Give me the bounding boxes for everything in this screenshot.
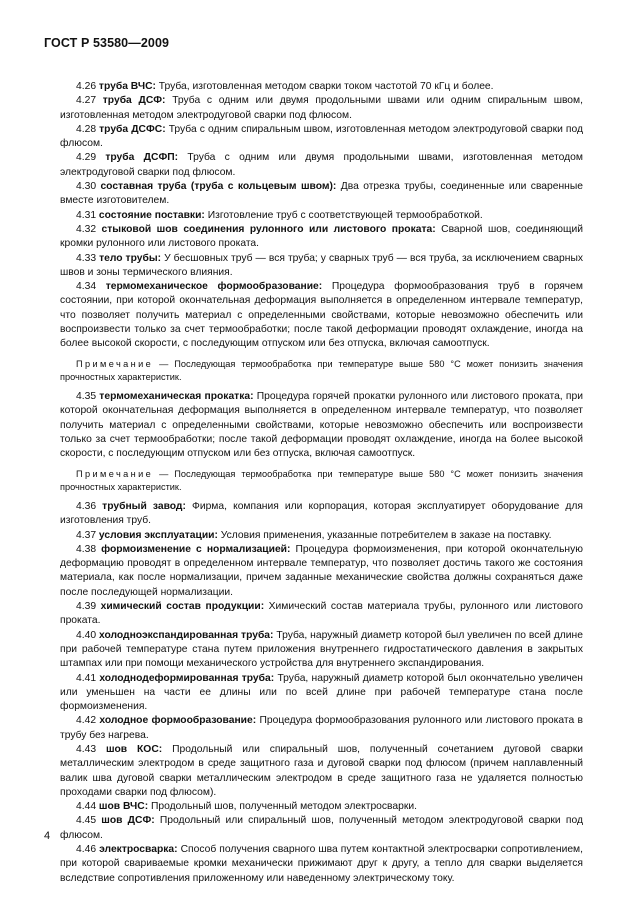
entry-term: составная труба (труба с кольцевым швом): [100, 181, 337, 193]
note-4-35 [60, 468, 583, 494]
entry-term: стыковой шов соединения рулонного или листового проката: [101, 223, 436, 235]
entry-text: Два отрезка трубы, соединенные или сваренные вместе изготовителем. [60, 181, 583, 207]
entry-text: Труба, наружный диаметр которой был увеличен по всей длине при рабочей температуре стана путем приложения внутреннего гидростатического давления в закрытых штампах или при помощи механического устройства для внутреннего экспандирования. [60, 629, 583, 670]
entry-number: 4.27 [76, 95, 97, 107]
entry-text: У бесшовных труб — вся труба; у сварных труб — вся труба, за исключением сварных швов и зоны термического влияния. [60, 252, 583, 278]
definition-entry-4-40 [60, 629, 583, 672]
entry-text: Процедура формообразования рулонного или листового проката в трубу без нагрева. [60, 715, 583, 741]
entry-number: 4.31 [76, 209, 97, 221]
entry-number: 4.45 [76, 815, 97, 827]
entry-number: 4.28 [76, 123, 97, 135]
page-number: 4 [44, 830, 51, 842]
entry-number: 4.38 [76, 543, 97, 555]
entry-number: 4.26 [76, 81, 97, 92]
entry-number: 4.32 [76, 223, 97, 235]
entry-term: состояние поставки: [98, 209, 205, 221]
entry-number: 4.42 [76, 715, 97, 727]
entry-number: 4.39 [76, 601, 97, 613]
definition-entry-4-28 [60, 123, 583, 152]
definition-entry-4-43 [60, 743, 583, 800]
note-4-34 [60, 358, 583, 384]
entry-number: 4.29 [76, 152, 97, 164]
entry-term: холоднодеформированная труба: [99, 672, 275, 684]
entry-term: электросварка: [99, 844, 178, 856]
definition-entry-4-35 [60, 390, 583, 461]
entry-text: Труба с одним или двумя продольными швами или одним спиральным швом, изготовленная методом электродуговой сварки под флюсом. [60, 95, 583, 121]
entry-number: 4.40 [76, 629, 97, 641]
entry-text: Труба, наружный диаметр которой был окончательно увеличен или уменьшен на части ее длины или по всей длине при рабочей температуре стана после формоизменения. [60, 672, 583, 713]
definition-entry-4-32 [60, 223, 583, 252]
document-header [44, 36, 169, 50]
standard-code: ГОСТ Р 53580—2009 [44, 36, 170, 50]
definition-entry-4-30 [60, 180, 583, 209]
entry-number: 4.44 [76, 801, 97, 813]
entry-term: формоизменение с нормализацией: [101, 543, 291, 555]
entry-text: Продольный или спиральный шов, полученный методом электродуговой сварки под флюсом. [60, 815, 583, 841]
definition-entry-4-41 [60, 672, 583, 715]
note-text: — Последующая термообработка при температуре выше 580 °С может понизить значения прочностных характеристик. [60, 468, 583, 492]
entry-term: термомеханическое формообразование: [105, 281, 323, 293]
entry-term: шов КОС: [105, 743, 163, 755]
entry-text: Труба с одним или двумя продольными швами, изготовленная методом электродуговой сварки под флюсом. [60, 152, 583, 178]
definition-entry-4-26 [60, 80, 583, 94]
note-label: Примечание [76, 468, 154, 479]
entry-number: 4.46 [76, 844, 97, 856]
definition-entry-4-29 [60, 151, 583, 180]
entry-term: химический состав продукции: [100, 601, 265, 613]
entry-text: Процедура формообразования труб в горячем состоянии, при которой окончательная деформация выполняется в определенном интервале температур, что позволяет получить материал с определенными свойствами, которые невозможно обеспечить или воспроизвести только за счет термообработки; после такой деформации проводят охлаждение, иногда на более высокой скорости, с последующим отпуском или без отпуска, включая самоотпуск. [60, 281, 583, 350]
entry-term: труба ВЧС: [98, 81, 156, 92]
entry-term: условия эксплуатации: [98, 529, 218, 541]
entry-text: Продольный шов, полученный методом электросварки. [148, 801, 417, 813]
entry-text: Изготовление труб с соответствующей термообработкой. [204, 209, 483, 221]
definition-entry-4-42 [60, 714, 583, 743]
entry-number: 4.34 [76, 281, 97, 293]
definition-entry-4-44 [60, 800, 583, 814]
entry-text: Химический состав материала трубы, рулонного или листового проката. [60, 601, 583, 627]
definition-entry-4-34 [60, 280, 583, 351]
definition-entry-4-37 [60, 529, 583, 543]
entry-text: Фирма, компания или корпорация, которая эксплуатирует оборудование для изготовления труб. [60, 500, 583, 527]
entry-text: Процедура горячей прокатки рулонного или листового проката, при которой окончательная деформация выполняется в определенном интервале температур, что позволяет получить материал с определенными свойствами, которые невозможно обеспечить или воспроизвести только за счет термообработки; после такой деформации проводят охлаждение, иногда на более высокой скорости, с последующим отпуском или без отпуска, включая самоотпуск. [60, 391, 583, 460]
entry-number: 4.37 [76, 529, 97, 541]
entry-term: холодное формообразование: [99, 715, 257, 727]
entry-text: Труба, изготовленная методом сварки током частотой 70 кГц и более. [155, 81, 494, 92]
entry-term: трубный завод: [102, 500, 186, 512]
entry-number: 4.43 [76, 743, 97, 755]
definition-entry-4-39 [60, 600, 583, 629]
entry-term: труба ДСФС: [99, 123, 166, 135]
definition-entry-4-45 [60, 814, 583, 843]
definition-entry-4-33 [60, 252, 583, 281]
definition-entry-4-31 [60, 209, 583, 223]
definition-entry-4-46 [60, 843, 583, 886]
document-body [60, 80, 583, 886]
entry-text: Труба с одним спиральным швом, изготовленная методом электродуговой сварки под флюсом. [60, 123, 583, 150]
entry-number: 4.30 [76, 181, 97, 193]
note-text: — Последующая термообработка при температуре выше 580 °С может понизить значения прочностных характеристик. [60, 358, 583, 382]
entry-number: 4.33 [76, 252, 97, 264]
entry-term: шов ВЧС: [98, 801, 149, 813]
entry-term: тело трубы: [99, 252, 162, 264]
entry-text: Условия применения, указанные потребителем в заказе на поставку. [217, 529, 552, 541]
entry-term: труба ДСФ: [102, 95, 166, 107]
entry-term: термомеханическая прокатка: [99, 391, 254, 403]
entry-text: Процедура формоизменения, при которой окончательную деформацию проводят в определенном интервале температур, что позволяет достичь такого же состояния материала, как после нормализации, причем заданные механические свойства должны сохраняться даже после последующей нормализации. [60, 543, 583, 598]
entry-text: Способ получения сварного шва путем контактной электросварки сопротивлением, при которой свариваемые кромки механически прижимают друг к другу, а тепло для сварки выделяется вследствие сопротивления приложенному или наведенному электрическому току. [60, 844, 583, 884]
entry-term: труба ДСФП: [105, 152, 179, 164]
entry-text: Сварной шов, соединяющий кромки рулонного или листового проката. [60, 223, 583, 250]
entry-number: 4.41 [76, 672, 97, 684]
definition-entry-4-27 [60, 94, 583, 123]
entry-number: 4.36 [76, 500, 97, 512]
definition-entry-4-38 [60, 543, 583, 600]
note-label: Примечание [76, 358, 154, 369]
entry-text: Продольный или спиральный шов, полученный сочетанием дуговой сварки металлическим электродом в среде защитного газа и дуговой сварки под флюсом (причем наплавленный валик шва дуговой сварки металлическим электродом в среде защитного газа не удаляется полностью проходами сварки под флюсом). [60, 743, 583, 798]
entry-number: 4.35 [76, 391, 97, 403]
entry-term: холодноэкспандированная труба: [98, 629, 274, 641]
definition-entry-4-36 [60, 500, 583, 529]
entry-term: шов ДСФ: [101, 815, 155, 827]
